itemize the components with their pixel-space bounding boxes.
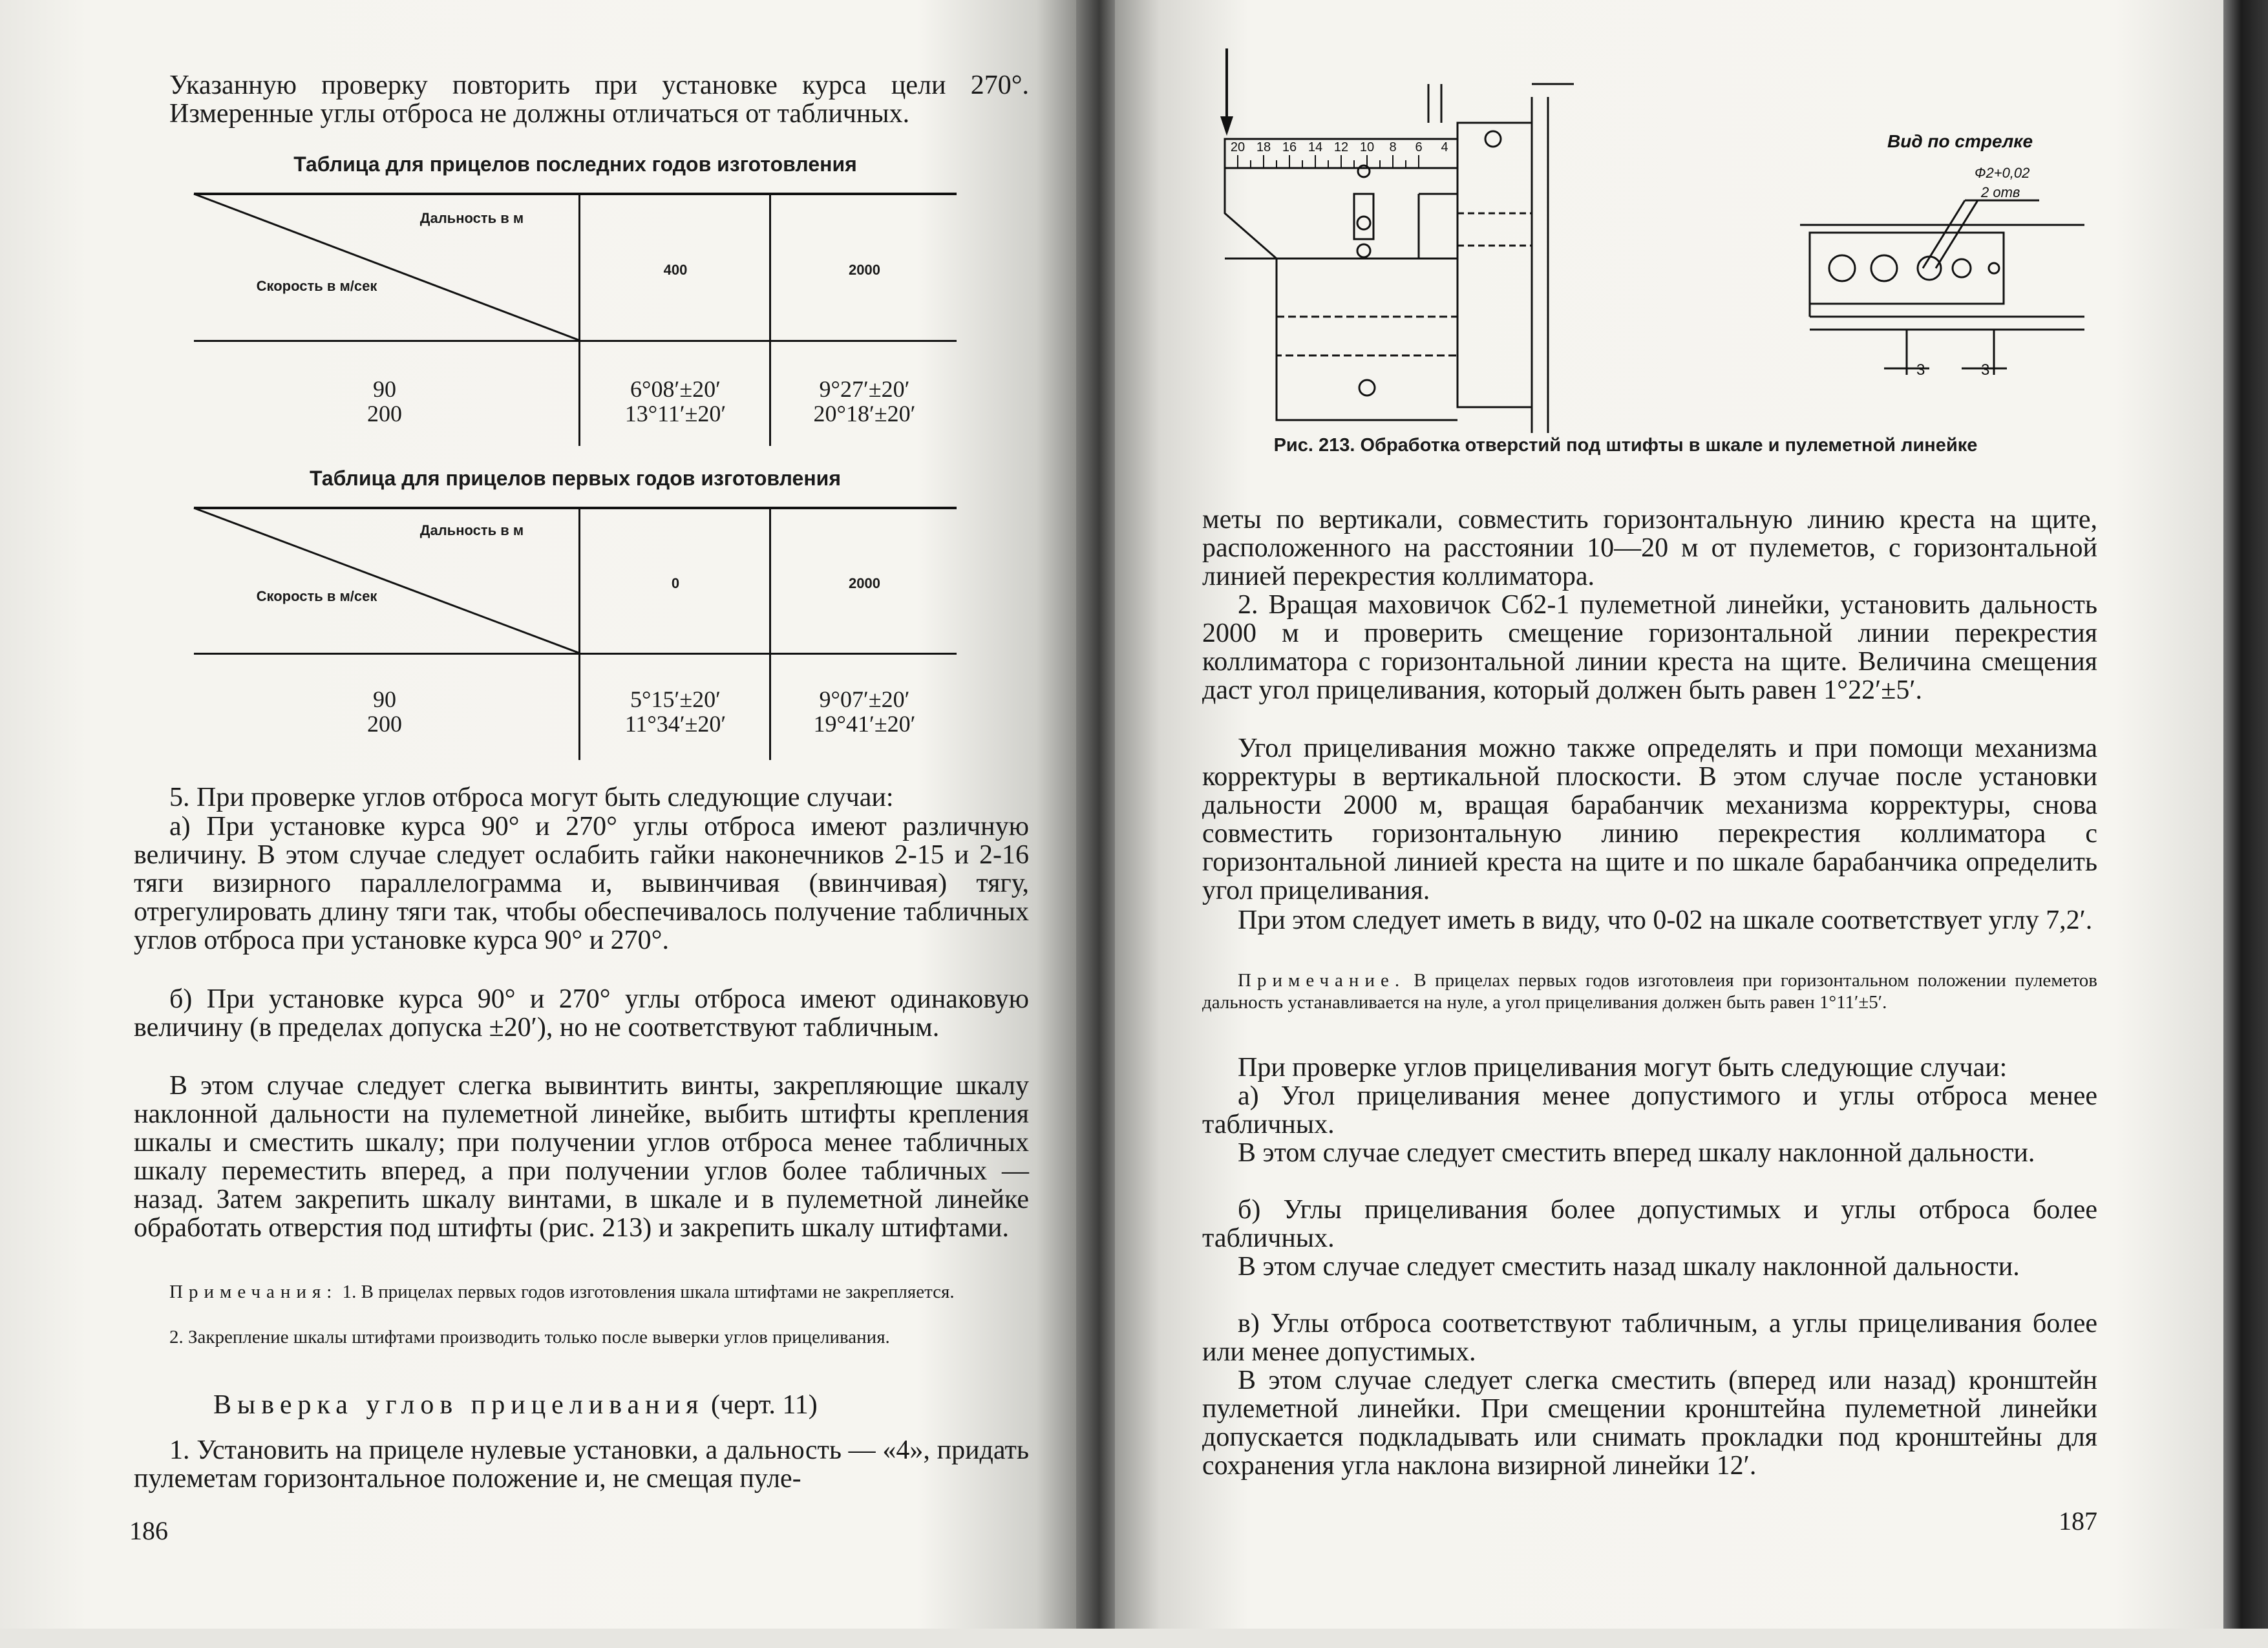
- right-note: [1202, 969, 2097, 1013]
- right-note-text: В прицелах первых годов изготовлеия при горизонтальном положении пулеметов дальность устанавливается на нуле, а угол прицеливания должен быть равен 1°11′±5′.: [1202, 970, 2098, 1013]
- right-paragraph-5a-action: В этом случае следует сместить вперед шкалу наклонной дальности.: [1238, 1138, 2035, 1168]
- right-page: [1115, 0, 2227, 1648]
- right-paragraph-5c: в) Углы отброса соответствуют табличным, а углы прицеливания более или менее допустимых.: [1202, 1309, 2097, 1367]
- table2-col-0: 0: [671, 575, 680, 591]
- figure-213: [1230, 45, 2168, 433]
- note-label: Примечания:: [169, 1282, 338, 1302]
- table1-value: 9°27′±20′: [819, 376, 910, 402]
- figure-hole-count: 2 отв: [1981, 184, 2020, 200]
- scale-tick-label: 6: [1415, 140, 1423, 154]
- table2-value: 19°41′±20′: [813, 711, 916, 737]
- figure-view-label: Вид по стрелке: [1887, 131, 2033, 151]
- figure-dimension-3: 3: [1981, 361, 1990, 379]
- scale-tick-label: 14: [1308, 140, 1323, 154]
- right-paragraph-3: Угол прицеливания можно также определять и при помощи механизма корректуры в вертикальной плоскости. В этом случае после установки дальности 2000 м, вращая барабанчик механизма корректуры, снова совместить горизонтальную линию перекрестия коллиматора с горизонтальной линией креста на щите и по шкале барабанчика определить угол прицеливания.: [1202, 734, 2097, 905]
- paragraph-5b: б) При установке курса 90° и 270° углы отброса имеют одинаковую величину (в пределах допуска ±20′), но не соответствуют табличным.: [134, 984, 1029, 1042]
- table2-value: 11°34′±20′: [624, 711, 726, 737]
- table2-col-2000: 2000: [849, 575, 880, 591]
- page-number-left: 186: [129, 1516, 168, 1545]
- section-heading-text: Выверка углов прицеливания: [213, 1390, 705, 1420]
- table1-mid-rule: [194, 340, 957, 342]
- scan-bottom-edge: [0, 1629, 2268, 1648]
- table2-divider-1: [578, 508, 580, 760]
- figure-hole-dimension: Ф2+0,02: [1975, 165, 2030, 181]
- scale-tick-label: 8: [1389, 140, 1397, 154]
- section-heading-ref: (черт. 11): [710, 1390, 818, 1420]
- scan-right-edge: [2223, 0, 2268, 1648]
- right-paragraph-5: При проверке углов прицеливания могут быть следующие случаи:: [1238, 1053, 2008, 1083]
- table2-mid-rule: [194, 653, 957, 655]
- table2-range-header: Дальность в м: [419, 522, 524, 538]
- table1-divider-1: [578, 194, 580, 446]
- intro-paragraph: Указанную проверку повторить при установке курса цели 270°. Измеренные углы отброса не должны отличаться от табличных.: [169, 70, 1029, 129]
- table1-value: 20°18′±20′: [813, 401, 916, 427]
- table1-range-header: Дальность в м: [419, 210, 524, 226]
- table2-value: 9°07′±20′: [819, 686, 910, 712]
- table1-speed: 200: [367, 401, 402, 427]
- right-paragraph-5c-action: В этом случае следует слегка сместить (вперед или назад) кронштейн пулеметной линейки. При смещении кронштейна пулеметной линейки допускается подкладывать или снимать прокладки под кронштейны для сохранения угла наклона визирной линейки 12′.: [1202, 1366, 2097, 1481]
- scale-tick-label: 20: [1230, 140, 1245, 154]
- table2-title: Таблица для прицелов первых годов изготовления: [310, 467, 841, 490]
- paragraph-5: 5. При проверке углов отброса могут быть следующие случаи:: [169, 783, 894, 812]
- table2-divider-2: [769, 508, 771, 760]
- scale-tick-label: 10: [1359, 140, 1375, 154]
- note-1: [134, 1281, 1029, 1303]
- scale-tick-label: 16: [1282, 140, 1297, 154]
- figure-dimension-3: 3: [1916, 361, 1925, 379]
- right-paragraph-5a: а) Угол прицеливания менее допустимого и углы отброса менее табличных.: [1202, 1081, 2097, 1139]
- table2-speed: 200: [367, 711, 402, 737]
- section-heading: [213, 1391, 989, 1419]
- page-number-right: 187: [2059, 1506, 2097, 1536]
- right-paragraph-4: При этом следует иметь в виду, что 0-02 на шкале соответствует углу 7,2′.: [1238, 905, 2093, 935]
- book-gutter: [1076, 0, 1118, 1648]
- table1-col-400: 400: [663, 262, 688, 278]
- paragraph-5a: а) При установке курса 90° и 270° углы отброса имеют различную величину. В этом случае следует ослабить гайки наконечников 2-15 и 2-16 тяги визирного параллелограмма и, вывинчивая (ввинчивая) тягу, отрегулировать длину тяги так, чтобы обеспечивалось получение табличных углов отброса при установке курса 90° и 270°.: [134, 812, 1029, 955]
- figure-caption: Рис. 213. Обработка отверстий под штифты в шкале и пулеметной линейке: [1273, 435, 1978, 456]
- right-paragraph-2: 2. Вращая маховичок Сб2-1 пулеметной линейки, установить дальность 2000 м и проверить смещение горизонтальной линии перекрестия коллиматора с горизонтальной линии креста на щите. Величина смещения даст угол прицеливания, который должен быть равен 1°22′±5′.: [1202, 590, 2097, 705]
- right-note-label: Примечание.: [1238, 970, 1406, 991]
- right-paragraph-continuation: меты по вертикали, совместить горизонтальную линию креста на щите, расположенного на расстоянии 10—20 м от пулеметов, с горизонтальной линией перекрестия коллиматора.: [1202, 505, 2097, 591]
- table1-title: Таблица для прицелов последних годов изготовления: [293, 153, 857, 176]
- scale-tick-label: 4: [1441, 140, 1448, 154]
- table2-speed-header: Скорость в м/сек: [256, 588, 377, 604]
- table2-speed: 90: [373, 686, 396, 712]
- scale-tick-label: 12: [1333, 140, 1349, 154]
- table1-speed-header: Скорость в м/сек: [256, 278, 377, 294]
- table1-value: 6°08′±20′: [630, 376, 721, 402]
- left-page: [0, 0, 1079, 1648]
- note-2: 2. Закрепление шкалы штифтами производить только после выверки углов прицеливания.: [169, 1327, 890, 1347]
- table1-col-2000: 2000: [849, 262, 880, 278]
- table1-speed: 90: [373, 376, 396, 402]
- table1-value: 13°11′±20′: [624, 401, 726, 427]
- scale-tick-label: 18: [1256, 140, 1271, 154]
- right-paragraph-5b-action: В этом случае следует сместить назад шкалу наклонной дальности.: [1238, 1252, 2020, 1282]
- note-1-text: 1. В прицелах первых годов изготовления шкала штифтами не закрепляется.: [342, 1282, 955, 1302]
- paragraph-1: 1. Установить на прицеле нулевые установки, а дальность — «4», придать пулеметам горизонтальное положение и, не смещая пуле-: [134, 1435, 1029, 1494]
- right-paragraph-5b: б) Углы прицеливания более допустимых и углы отброса более табличных.: [1202, 1195, 2097, 1253]
- table2-value: 5°15′±20′: [630, 686, 721, 712]
- table1-divider-2: [769, 194, 771, 446]
- paragraph-5c: В этом случае следует слегка вывинтить винты, закрепляющие шкалу наклонной дальности на пулеметной линейке, выбить штифты крепления шкалы и сместить шкалу; при получении углов отброса менее табличных шкалу переместить вперед, а при получении углов более табличных — назад. Затем закрепить шкалу винтами, в шкале и в пулеметной линейке обработать отверстия под штифты (рис. 213) и закрепить шкалу штифтами.: [134, 1071, 1029, 1243]
